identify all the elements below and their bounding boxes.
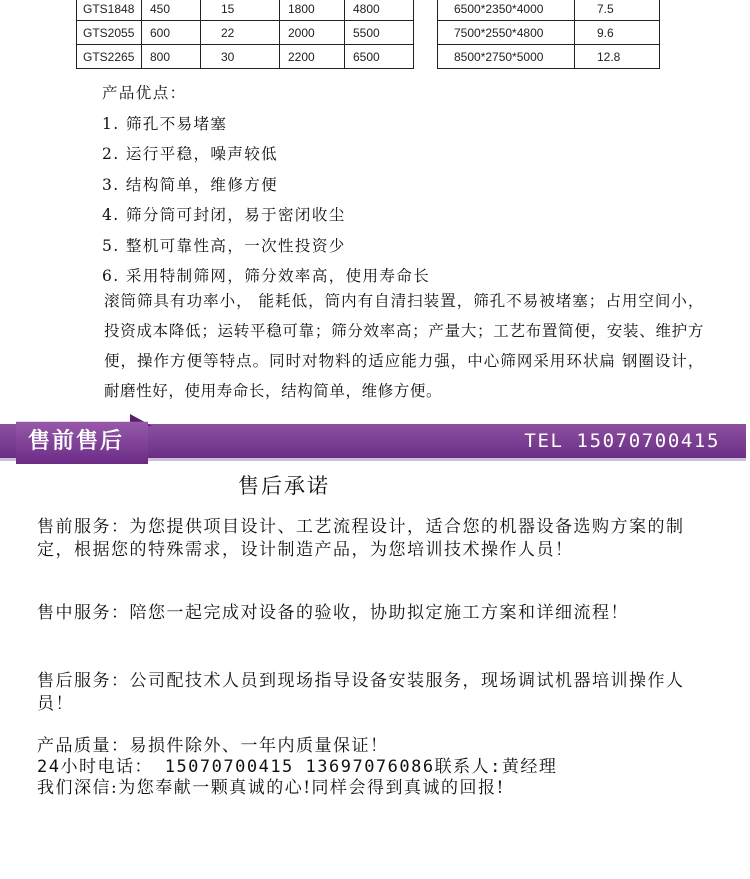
table-cell: 2000 <box>280 21 345 45</box>
table-cell: GTS2265 <box>77 45 142 69</box>
advantage-item: 4. 筛分筒可封闭，易于密闭收尘 <box>102 206 346 224</box>
motto: 我们深信:为您奉献一颗真诚的心!同样会得到真诚的回报! <box>37 778 505 798</box>
spec-table-section <box>0 0 750 76</box>
table-cell: 2200 <box>280 45 345 69</box>
banner-label: 售前售后 <box>28 428 125 454</box>
table-cell: 800 <box>142 45 201 69</box>
table-row <box>438 21 660 45</box>
table-row <box>77 21 414 45</box>
advantages-title: 产品优点： <box>102 84 187 102</box>
table-cell: 4800 <box>345 0 414 21</box>
table-cell: 1800 <box>280 0 345 21</box>
table-cell: 8500*2750*5000 <box>438 45 575 69</box>
hotline: 24小时电话： 15070700415 13697076086联系人:黄经理 <box>37 757 558 777</box>
table-row <box>77 45 414 69</box>
product-description: 滚筒筛具有功率小， 能耗低，筒内有自清扫装置，筛孔不易被堵塞；占用空间小，投资成本降低；运转平稳可靠；筛分效率高；产量大；工艺布置简便，安装、维护方便，操作方便等特点。同时对物料的适应能力强，中心筛网采用环状扁 钢圈设计，耐磨性好，使用寿命长，结构简单，维修方便。 <box>104 292 704 400</box>
advantage-item: 3. 结构简单，维修方便 <box>102 175 279 194</box>
table-row <box>438 45 660 69</box>
table-row <box>77 0 414 21</box>
quality-guarantee: 产品质量：易损件除外、一年内质量保证！ <box>37 736 389 756</box>
contact-block <box>37 736 717 799</box>
table-cell: 5500 <box>345 21 414 45</box>
in-sale-service: 售中服务：陪您一起完成对设备的验收，协助拟定施工方案和详细流程！ <box>37 603 629 623</box>
table-row <box>438 0 660 21</box>
table-cell: 12.8 <box>575 45 660 69</box>
table-cell: 15 <box>201 0 280 21</box>
spec-table-left <box>76 0 414 69</box>
post-sale-service: 售后服务：公司配技术人员到现场指导设备安装服务，现场调试机器培训操作人员！ <box>37 671 685 714</box>
spec-table-right <box>437 0 660 69</box>
table-cell: 7.5 <box>575 0 660 21</box>
table-cell: 450 <box>142 0 201 21</box>
table-cell: 6500 <box>345 45 414 69</box>
table-cell: 7500*2550*4800 <box>438 21 575 45</box>
table-cell: 600 <box>142 21 201 45</box>
advantage-item: 2. 运行平稳，噪声较低 <box>102 145 279 163</box>
advantages-list <box>102 78 430 292</box>
table-cell: GTS2055 <box>77 21 142 45</box>
table-cell: GTS1848 <box>77 0 142 21</box>
pre-sale-service: 售前服务：为您提供项目设计、工艺流程设计，适合您的机器设备选购方案的制定，根据您的特殊需求，设计制造产品，为您培训技术操作人员！ <box>37 517 685 560</box>
table-cell: 22 <box>201 21 280 45</box>
table-cell: 30 <box>201 45 280 69</box>
table-cell: 6500*2350*4000 <box>438 0 575 21</box>
section-banner <box>0 422 750 466</box>
advantage-item: 5. 整机可靠性高，一次性投资少 <box>102 236 346 255</box>
advantage-item: 6. 采用特制筛网，筛分效率高，使用寿命长 <box>102 267 431 285</box>
table-cell: 9.6 <box>575 21 660 45</box>
banner-tel: TEL 15070700415 <box>524 430 720 452</box>
advantage-item: 1. 筛孔不易堵塞 <box>102 114 228 133</box>
after-sales-heading: 售后承诺 <box>238 474 330 498</box>
